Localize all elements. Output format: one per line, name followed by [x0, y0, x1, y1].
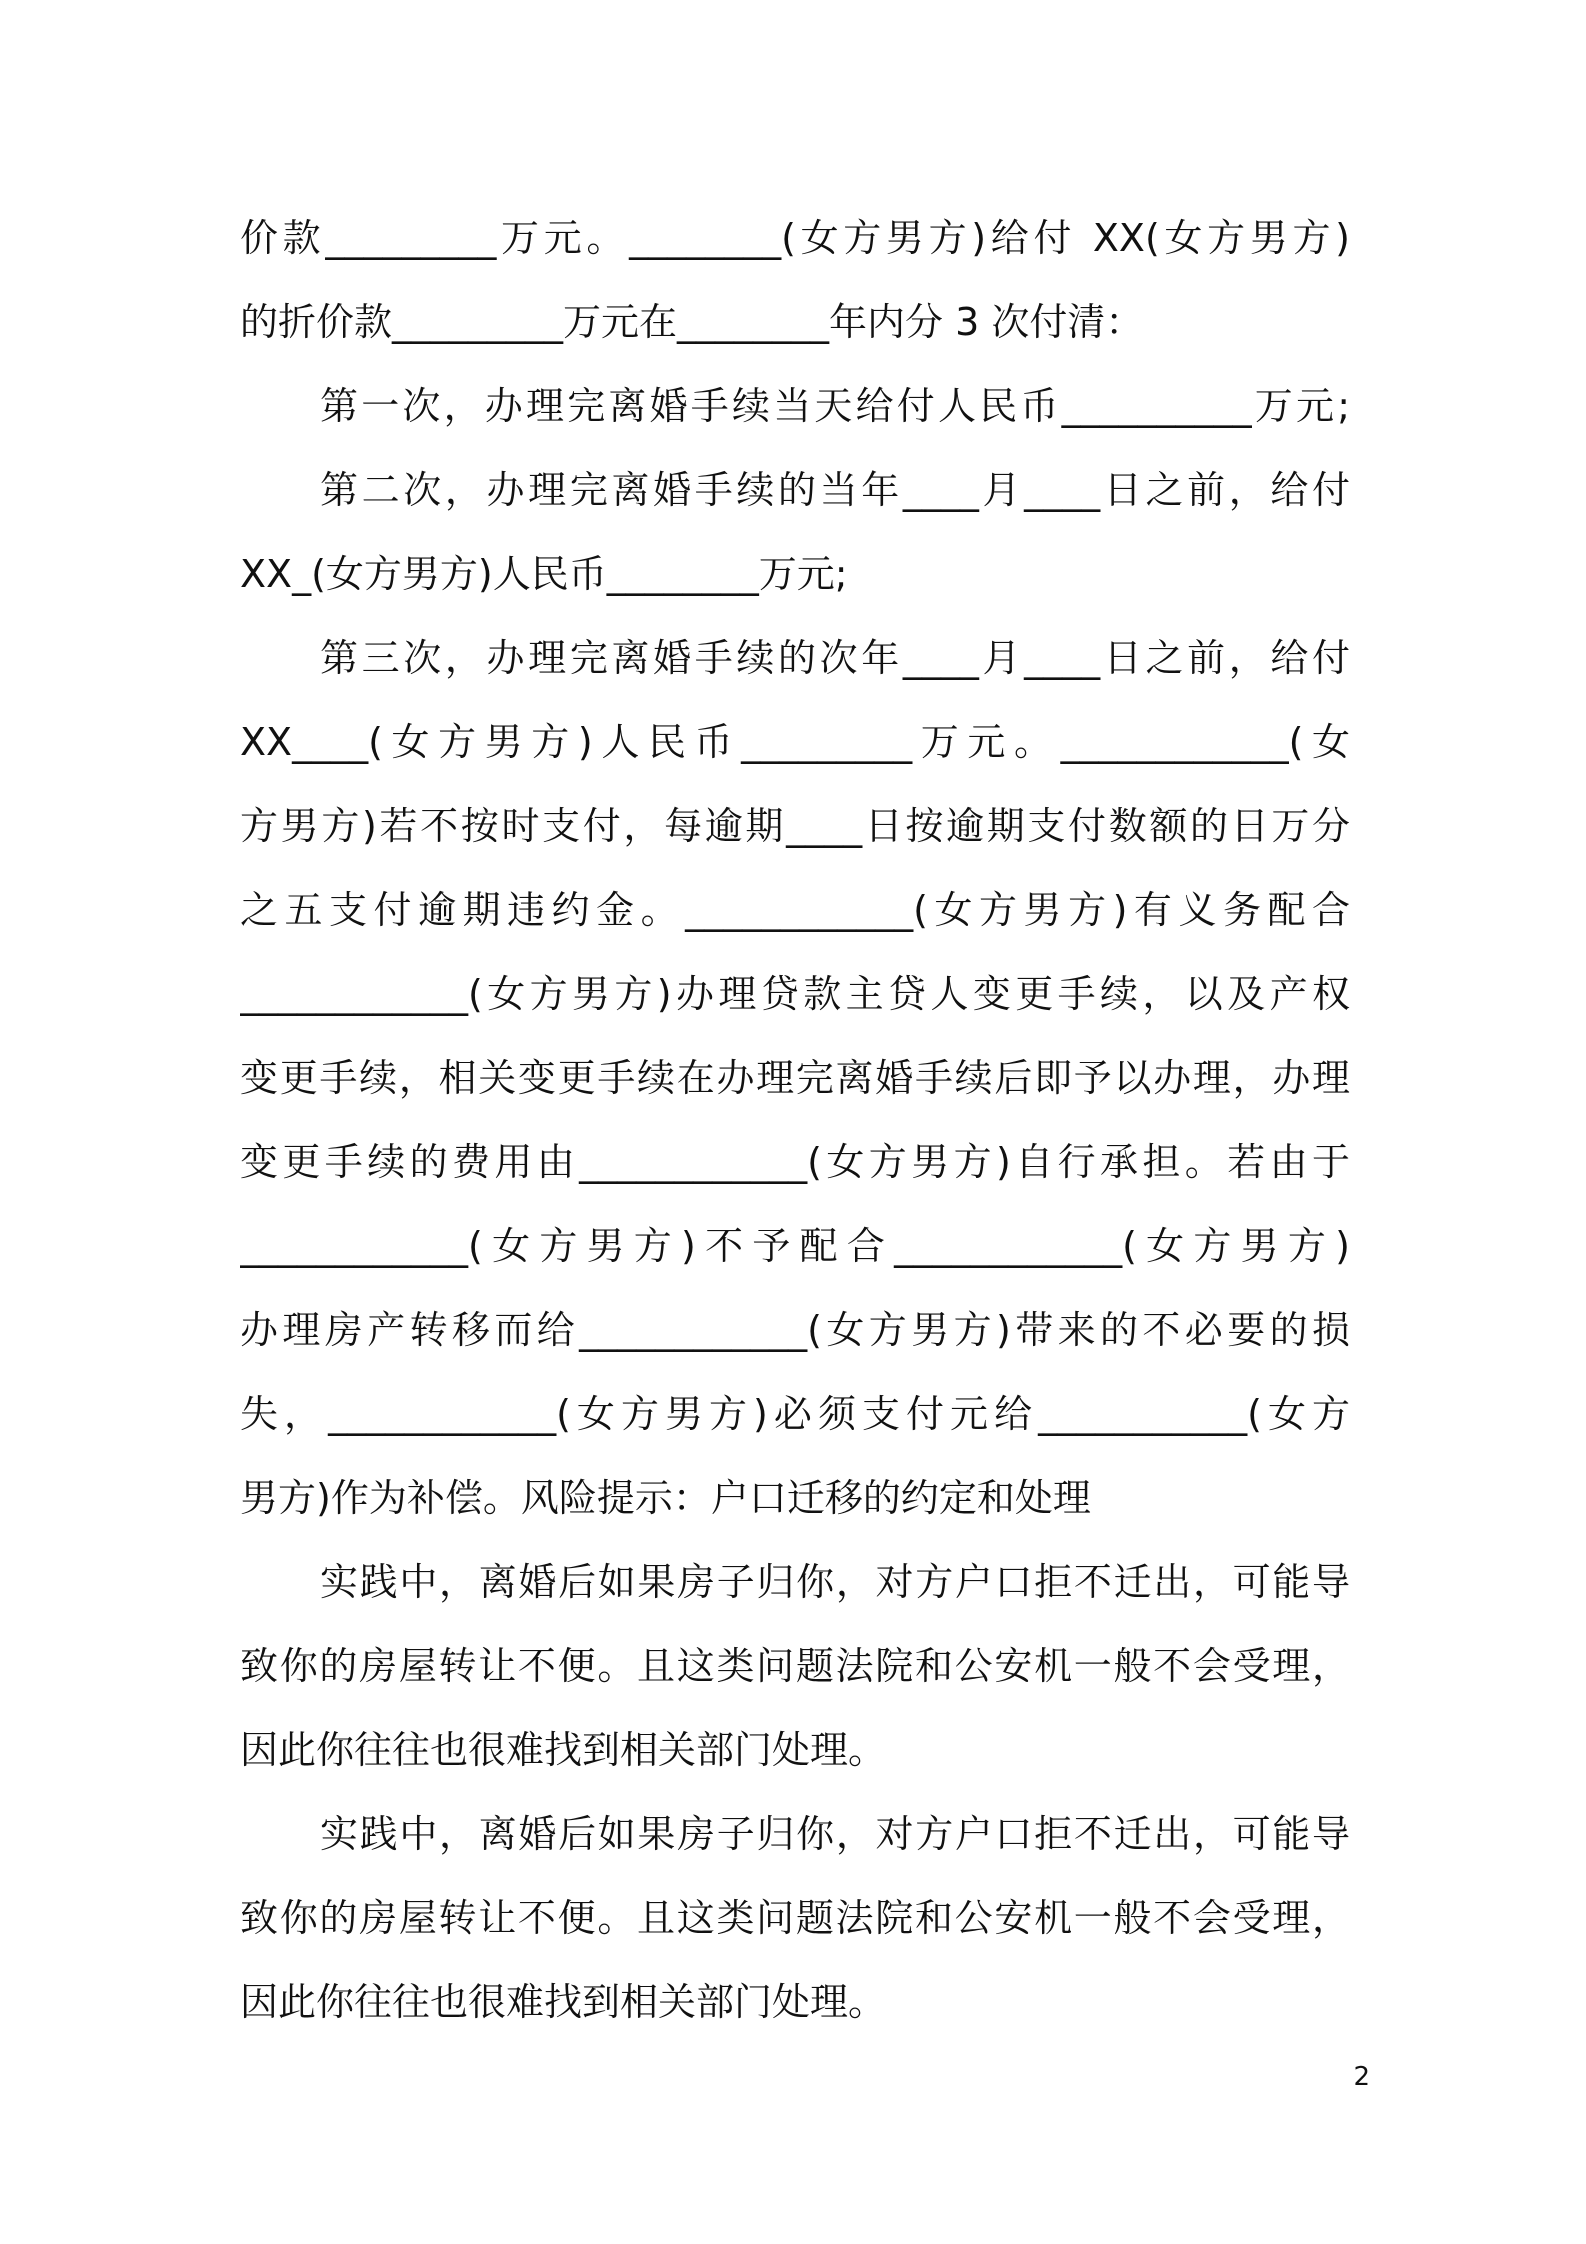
- text-line: 方男方)若不按时支付，每逾期____日按逾期支付数额的日万分: [240, 804, 1350, 848]
- body-text: [240, 196, 1350, 2044]
- text-line: 因此你往往也很难找到相关部门处理。: [240, 1980, 887, 2024]
- text-line: 男方)作为补偿。风险提示：户口迁移的约定和处理: [240, 1476, 1091, 1520]
- text-line: 第一次，办理完离婚手续当天给付人民币__________万元;: [320, 384, 1350, 428]
- text-line: 价款_________万元。________(女方男方)给付 XX(女方男方): [240, 216, 1350, 260]
- text-line: 办理房产转移而给____________(女方男方)带来的不必要的损: [240, 1308, 1350, 1352]
- text-line: 致你的房屋转让不便。且这类问题法院和公安机一般不会受理，: [240, 1896, 1350, 1940]
- text-line: 之五支付逾期违约金。____________(女方男方)有义务配合: [240, 888, 1350, 932]
- text-line: ____________(女方男方)办理贷款主贷人变更手续，以及产权: [240, 972, 1350, 1016]
- text-line: XX____(女方男方)人民币_________万元。____________(女: [240, 720, 1350, 764]
- text-line: 因此你往往也很难找到相关部门处理。: [240, 1728, 887, 1772]
- text-line: 失，____________(女方男方)必须支付元给___________(女方: [240, 1392, 1350, 1436]
- text-line: 第二次，办理完离婚手续的当年____月____日之前，给付: [320, 468, 1350, 512]
- text-line: 变更手续的费用由____________(女方男方)自行承担。若由于: [240, 1140, 1350, 1184]
- page-number: 2: [1353, 2062, 1370, 2092]
- text-line: 实践中，离婚后如果房子归你，对方户口拒不迁出，可能导: [320, 1812, 1350, 1856]
- text-line: 第三次，办理完离婚手续的次年____月____日之前，给付: [320, 636, 1350, 680]
- text-line: 的折价款_________万元在________年内分 3 次付清：: [240, 300, 1144, 344]
- text-line: 实践中，离婚后如果房子归你，对方户口拒不迁出，可能导: [320, 1560, 1350, 1604]
- text-line: 变更手续，相关变更手续在办理完离婚手续后即予以办理，办理: [240, 1056, 1350, 1100]
- text-line: XX_(女方男方)人民币________万元;: [240, 552, 848, 596]
- text-line: 致你的房屋转让不便。且这类问题法院和公安机一般不会受理，: [240, 1644, 1350, 1688]
- text-line: ____________(女方男方)不予配合____________(女方男方): [240, 1224, 1350, 1268]
